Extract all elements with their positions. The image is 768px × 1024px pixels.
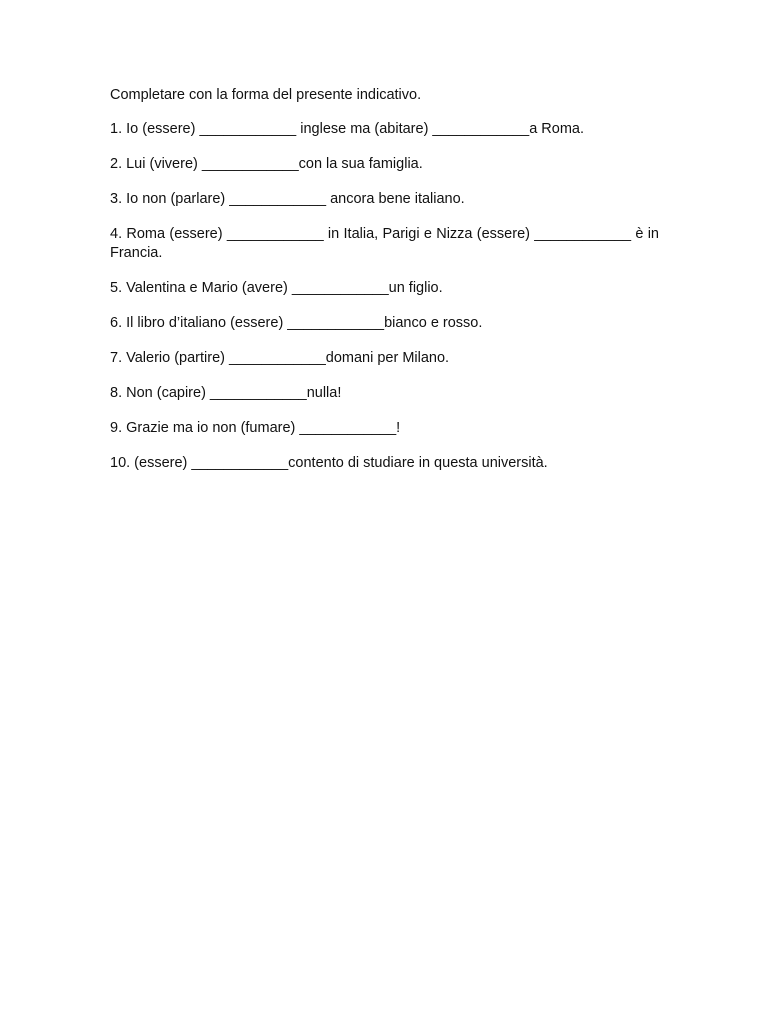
worksheet-body — [110, 86, 659, 489]
instruction-text: Completare con la forma del presente indicativo. — [110, 87, 422, 103]
exercise-5: 5. Valentina e Mario (avere) ____________un figlio. — [110, 280, 443, 296]
exercise-3: 3. Io non (parlare) ____________ ancora bene italiano. — [110, 191, 465, 207]
exercise-4: 4. Roma (essere) ____________ in Italia, Parigi e Nizza (essere) ____________ è in Francia. — [110, 226, 659, 261]
exercise-2: 2. Lui (vivere) ____________con la sua famiglia. — [110, 156, 423, 172]
exercise-6: 6. Il libro d’italiano (essere) ____________bianco e rosso. — [110, 315, 483, 331]
exercise-10: 10. (essere) ____________contento di studiare in questa università. — [110, 455, 548, 471]
exercise-7: 7. Valerio (partire) ____________domani per Milano. — [110, 350, 450, 366]
exercise-8: 8. Non (capire) ____________nulla! — [110, 385, 342, 401]
exercise-9: 9. Grazie ma io non (fumare) ____________! — [110, 420, 401, 436]
exercise-1: 1. Io (essere) ____________ inglese ma (abitare) ____________a Roma. — [110, 121, 584, 137]
